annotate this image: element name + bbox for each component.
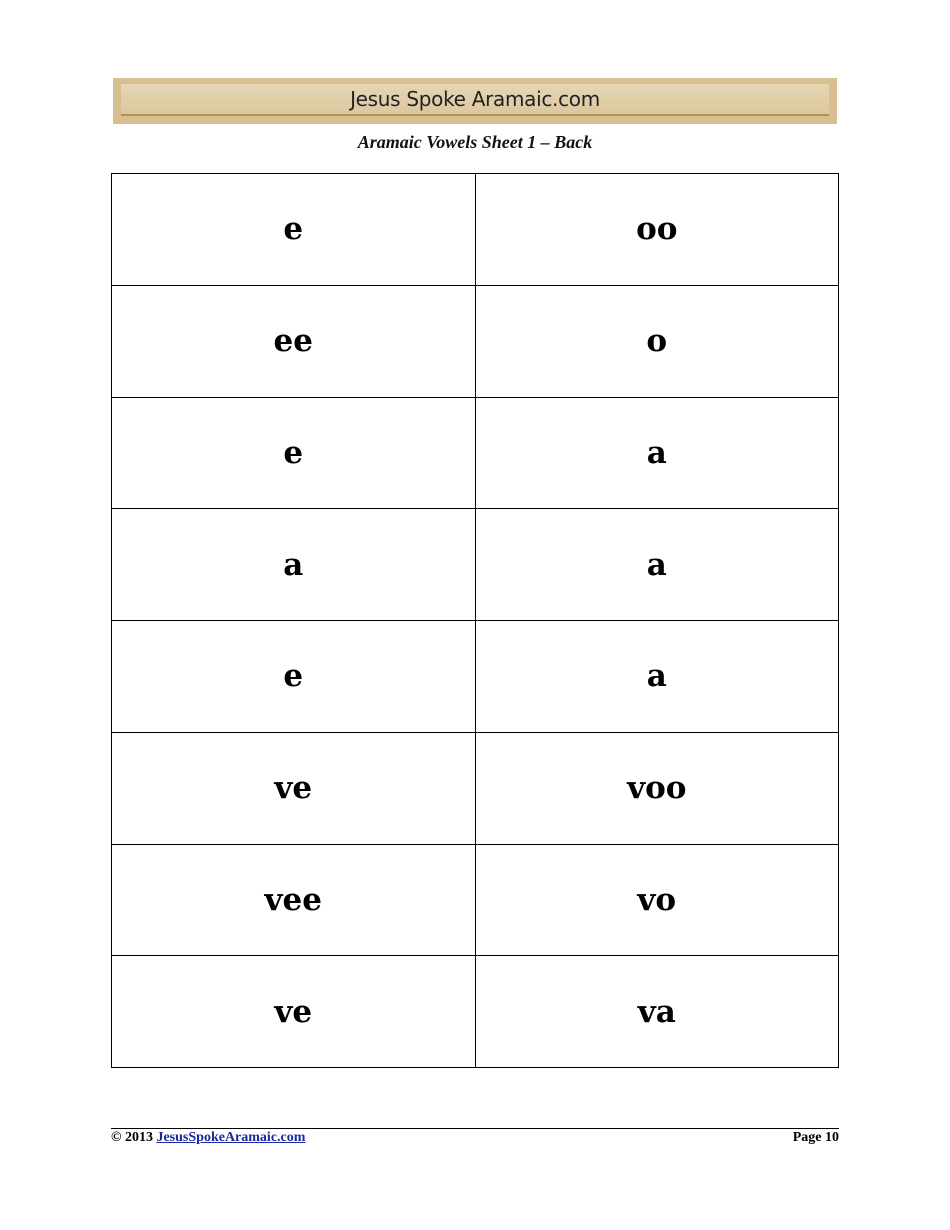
vowel-card-cell: a: [475, 621, 839, 733]
footer-link[interactable]: JesusSpokeAramaic.com: [156, 1130, 306, 1145]
vowel-card-cell: vo: [475, 844, 839, 956]
vowel-card-cell: a: [112, 509, 476, 621]
vowel-card-cell: e: [112, 397, 476, 509]
vowel-card-cell: vee: [112, 844, 476, 956]
page-footer: [111, 1128, 839, 1146]
page-title: Aramaic Vowels Sheet 1 – Back: [357, 132, 593, 152]
table-row: [112, 397, 839, 509]
vowel-card-cell: ee: [112, 285, 476, 397]
table-row: [112, 174, 839, 286]
table-row: [112, 621, 839, 733]
vowel-card-cell: e: [112, 621, 476, 733]
vowel-card-cell: ve: [112, 956, 476, 1068]
vowel-card-table: [111, 173, 839, 1068]
vowel-card-cell: voo: [475, 732, 839, 844]
site-banner-logo: [113, 78, 837, 124]
vowel-card-cell: a: [475, 397, 839, 509]
vowel-card-cell: o: [475, 285, 839, 397]
table-row: [112, 844, 839, 956]
table-row: [112, 732, 839, 844]
banner-text: Jesus Spoke Aramaic.com: [350, 87, 600, 111]
table-row: [112, 956, 839, 1068]
vowel-card-cell: ve: [112, 732, 476, 844]
vowel-card-cell: e: [112, 174, 476, 286]
vowel-card-cell: a: [475, 509, 839, 621]
footer-copyright: © 2013 JesusSpokeAramaic.com: [111, 1130, 306, 1145]
vowel-card-cell: va: [475, 956, 839, 1068]
table-row: [112, 509, 839, 621]
page-number: Page 10: [792, 1130, 839, 1145]
table-row: [112, 285, 839, 397]
vowel-card-cell: oo: [475, 174, 839, 286]
